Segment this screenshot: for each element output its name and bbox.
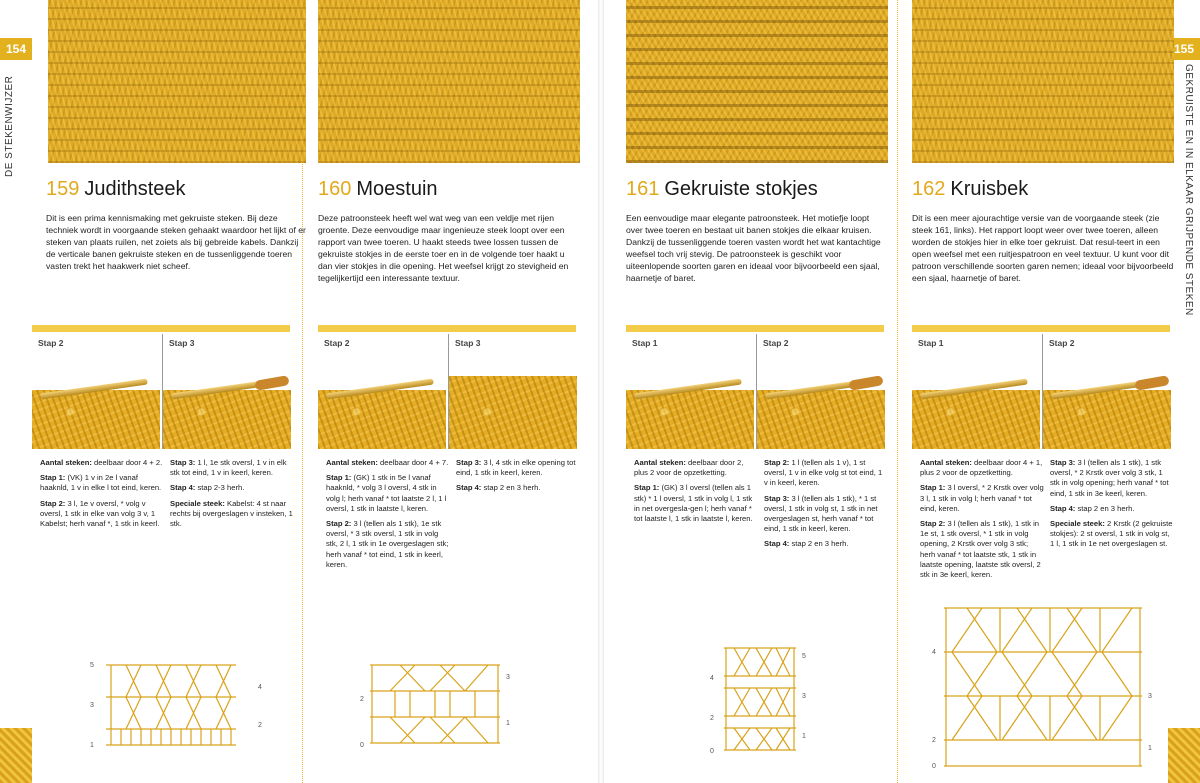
row-number: 5 xyxy=(90,662,94,669)
row-number: 1 xyxy=(802,733,806,740)
step-photo-1 xyxy=(318,334,446,449)
step-bar xyxy=(626,325,884,332)
instruction: Stap 4: stap 2 en 3 herh. xyxy=(456,483,541,493)
stitch-title: 162 Kruisbek xyxy=(912,178,1029,200)
instruction: Stap 2: 1 l (tellen als 1 v), 1 st oversl, 1 v in elke volg st tot eind, 1 v in keerl, keren. xyxy=(764,458,883,488)
instruction: Aantal steken: deelbaar door 4 + 2. xyxy=(40,458,163,467)
row-number: 4 xyxy=(710,675,714,682)
step-photo xyxy=(318,356,446,449)
instruction: Stap 3: 3 l (tellen als 1 stk), 1 stk oversl, * 2 Krstk over volg 3 stk, 1 stk in volg opening; herh vanaf * tot eind, 1 stk in 3e keerl, keren. xyxy=(1050,458,1169,498)
instruction: Stap 2: 3 l, 1e v oversl, * volg v oversl, 1 stk in elke van volg 3 v, 1 Kabelst; herh vanaf *, 1 stk in keerl. xyxy=(40,498,160,529)
row-number: 1 xyxy=(1148,745,1152,752)
stitch-swatch-photo xyxy=(48,0,306,163)
stitch-description: Dit is een prima kennismaking met gekruiste steken. Bij deze techniek wordt in voorgaande steken gehaakt waardoor het lijkt of er steken van plaats ruilen, net zoiets als bij gebreide kabels. Dankzij de verticale banen gekruiste steken en de tussenliggende toeren vasten trekt het haakwerk niet scheef. xyxy=(46,213,306,271)
row-number: 4 xyxy=(932,649,936,656)
instruction: Aantal steken: deelbaar door 4 + 1, plus 2 voor de opzetketting. xyxy=(920,458,1043,478)
stitch-chart xyxy=(360,655,540,760)
section-label-right: GEKRUISTE EN IN ELKAAR GRIJPENDE STEKEN xyxy=(1183,64,1194,316)
stitch-description: Deze patroonsteek heeft wel wat weg van een veldje met rijen groente. Deze eenvoudige maar ingenieuze steek loopt over een rapport van twee toeren. U haakt steeds twee lossen tussen de gekruiste stokjes in de eerste toer en in de volgende toer haakt u dan vier stokjes in die opening. Het weefsel krijgt zo stevigheid en tegelijkertijd een interessante textuur. xyxy=(318,213,569,283)
instruction: Stap 2: 3 l (tellen als 1 stk), 1e stk oversl, * 3 stk oversl, 1 stk in volg stk, 2 l, 1 stk in 1e overgeslagen stk; herh vanaf * tot eind, 1 stk in keerl, keren. xyxy=(326,519,449,569)
stitch-title: 161 Gekruiste stokjes xyxy=(626,178,818,200)
row-number: 0 xyxy=(360,742,364,749)
step-photo xyxy=(912,356,1040,449)
row-number: 3 xyxy=(1148,693,1152,700)
row-number: 3 xyxy=(802,693,806,700)
step-bar xyxy=(912,325,1170,332)
stitch-swatch-photo xyxy=(318,0,580,163)
step-photo xyxy=(32,356,160,449)
stitch-160 xyxy=(318,0,580,783)
instructions-left xyxy=(920,458,1044,585)
instructions-right xyxy=(1050,458,1174,555)
instruction: Stap 1: (VK) 1 v in 2e l vanaf haaknld, 1 v in elke l tot eind, keren. xyxy=(40,473,162,493)
column-divider xyxy=(897,0,898,783)
instructions-right xyxy=(456,458,580,499)
stitch-chart xyxy=(86,655,276,760)
stitch-chart xyxy=(706,638,816,758)
step-label: Stap 2 xyxy=(1049,338,1075,348)
step-label: Stap 2 xyxy=(38,338,64,348)
step-photo xyxy=(449,356,577,449)
step-photo-1 xyxy=(626,334,754,449)
instruction: Stap 4: stap 2-3 herh. xyxy=(170,483,245,493)
instructions-left xyxy=(326,458,450,575)
instruction: Stap 1: (GK) 3 l oversl (tellen als 1 stk) * 1 l oversl, 1 stk in volg l, 1 stk in net overgesla-gen l; herh vanaf * tot laatste l, 1 stk in laatste l, keren. xyxy=(634,483,753,524)
step-photo-2 xyxy=(448,334,576,449)
instruction: Stap 3: 3 l (tellen als 1 stk), * 1 st oversl, 1 stk in volg st, 1 stk in net overgeslagen st, herh vanaf * tot eind, 1 stk in keerl, keren. xyxy=(764,493,878,534)
step-label: Stap 3 xyxy=(455,338,481,348)
instruction: Aantal steken: deelbaar door 2, plus 2 voor de opzetketting. xyxy=(634,458,744,478)
instruction: Stap 4: stap 2 en 3 herh. xyxy=(1050,503,1135,513)
row-number: 2 xyxy=(932,737,936,744)
row-number: 1 xyxy=(90,742,94,749)
edge-swatch-left xyxy=(0,728,32,783)
instruction: Stap 3: 1 l, 1e stk oversl, 1 v in elk stk tot eind, 1 v in keerl, keren. xyxy=(170,458,287,478)
step-label: Stap 3 xyxy=(169,338,195,348)
book-gutter xyxy=(598,0,604,783)
instruction: Aantal steken: deelbaar door 4 + 7. xyxy=(326,458,449,467)
step-label: Stap 1 xyxy=(632,338,658,348)
row-number: 2 xyxy=(258,722,262,729)
instruction: Stap 4: stap 2 en 3 herh. xyxy=(764,539,849,549)
page-number-left: 154 xyxy=(0,38,32,60)
row-number: 2 xyxy=(710,715,714,722)
row-number: 2 xyxy=(360,696,364,703)
page-number-right: 155 xyxy=(1168,38,1200,60)
instructions-left xyxy=(40,458,164,534)
stitch-title: 160 Moestuin xyxy=(318,178,438,200)
stitch-159 xyxy=(32,0,306,783)
row-number: 0 xyxy=(710,748,714,755)
step-photo-2 xyxy=(1042,334,1170,449)
row-number: 3 xyxy=(90,702,94,709)
instruction: Stap 1: 3 l oversl, * 2 Krstk over volg 3 l, 1 stk in volg l; herh vanaf * tot eind, keren. xyxy=(920,483,1044,513)
step-label: Stap 1 xyxy=(918,338,944,348)
step-label: Stap 2 xyxy=(324,338,350,348)
step-photo-2 xyxy=(756,334,884,449)
row-number: 1 xyxy=(506,720,510,727)
step-bar xyxy=(32,325,290,332)
stitch-description: Dit is een meer ajourachtige versie van de voorgaande steek (zie steek 161, links). Het rapport loopt weer over twee toeren, alleen worden de stokjes hier in elke toer gekruist. Dat resul-teert in een open weefsel met een ruitjespatroon en veel textuur. U kunt voor dit patroon verschillende soorten garen nemen; ideaal voor bijvoorbeeld een sjaal, haarnetje of baret. xyxy=(912,213,1174,283)
step-photo xyxy=(1043,356,1171,449)
instruction: Speciale steek: 2 Krstk (2 gekruiste stokjes): 2 st oversl, 1 stk in volg st, 1 l, 1 stk in 1e net overgeslagen st. xyxy=(1050,519,1173,549)
step-photo-1 xyxy=(32,334,160,449)
row-number: 5 xyxy=(802,653,806,660)
instructions-left xyxy=(634,458,758,529)
row-number: 4 xyxy=(258,684,262,691)
stitch-chart xyxy=(922,600,1162,775)
instructions-right xyxy=(170,458,294,534)
row-number: 3 xyxy=(506,674,510,681)
instruction: Stap 2: 3 l (tellen als 1 stk), 1 stk in 1e st, 1 stk oversl, * 1 stk in volg opening, 2 Krstk over volg 3 stk; herh vanaf * tot laatste stk, 1 stk in laatste opening, laatste stk oversl, 2 stk in 3e keerl, keren. xyxy=(920,519,1041,580)
row-number: 0 xyxy=(932,763,936,770)
stitch-description: Een eenvoudige maar elegante patroonsteek. Het motiefje loopt over twee toeren en bestaat uit banen stokjes die elkaar kruisen. Dankzij de tussenliggende toeren vasten wordt het wat kantachtige weefsel toch vrij stevig. De patroonsteek is geschikt voor uiteenlopende soorten garen en ideaal voor bijvoorbeeld een sjaal, haarnetje of baret. xyxy=(626,213,881,283)
step-bar xyxy=(318,325,576,332)
instruction: Speciale steek: Kabelst: 4 st naar rechts bij overgeslagen v insteken, 1 stk. xyxy=(170,498,293,529)
step-photo xyxy=(626,356,754,449)
stitch-swatch-photo xyxy=(626,0,888,163)
step-photo-2 xyxy=(162,334,290,449)
instruction: Stap 1: (GK) 1 stk in 5e l vanaf haaknld, * volg 3 l oversl, 4 stk in volg l; herh vanaf * tot laatste 2 l, 1 l oversl, 1 stk in laatste l, keren. xyxy=(326,473,447,513)
instructions-right xyxy=(764,458,888,555)
step-label: Stap 2 xyxy=(763,338,789,348)
stitch-swatch-photo xyxy=(912,0,1174,163)
stitch-161 xyxy=(626,0,888,783)
step-photo xyxy=(163,356,291,449)
stitch-162 xyxy=(912,0,1174,783)
step-photo xyxy=(757,356,885,449)
instruction: Stap 3: 3 l, 4 stk in elke opening tot eind, 1 stk in keerl, keren. xyxy=(456,458,576,478)
step-photo-1 xyxy=(912,334,1040,449)
stitch-title: 159 Judithsteek xyxy=(46,178,186,200)
section-label-left: DE STEKENWIJZER xyxy=(4,75,15,177)
